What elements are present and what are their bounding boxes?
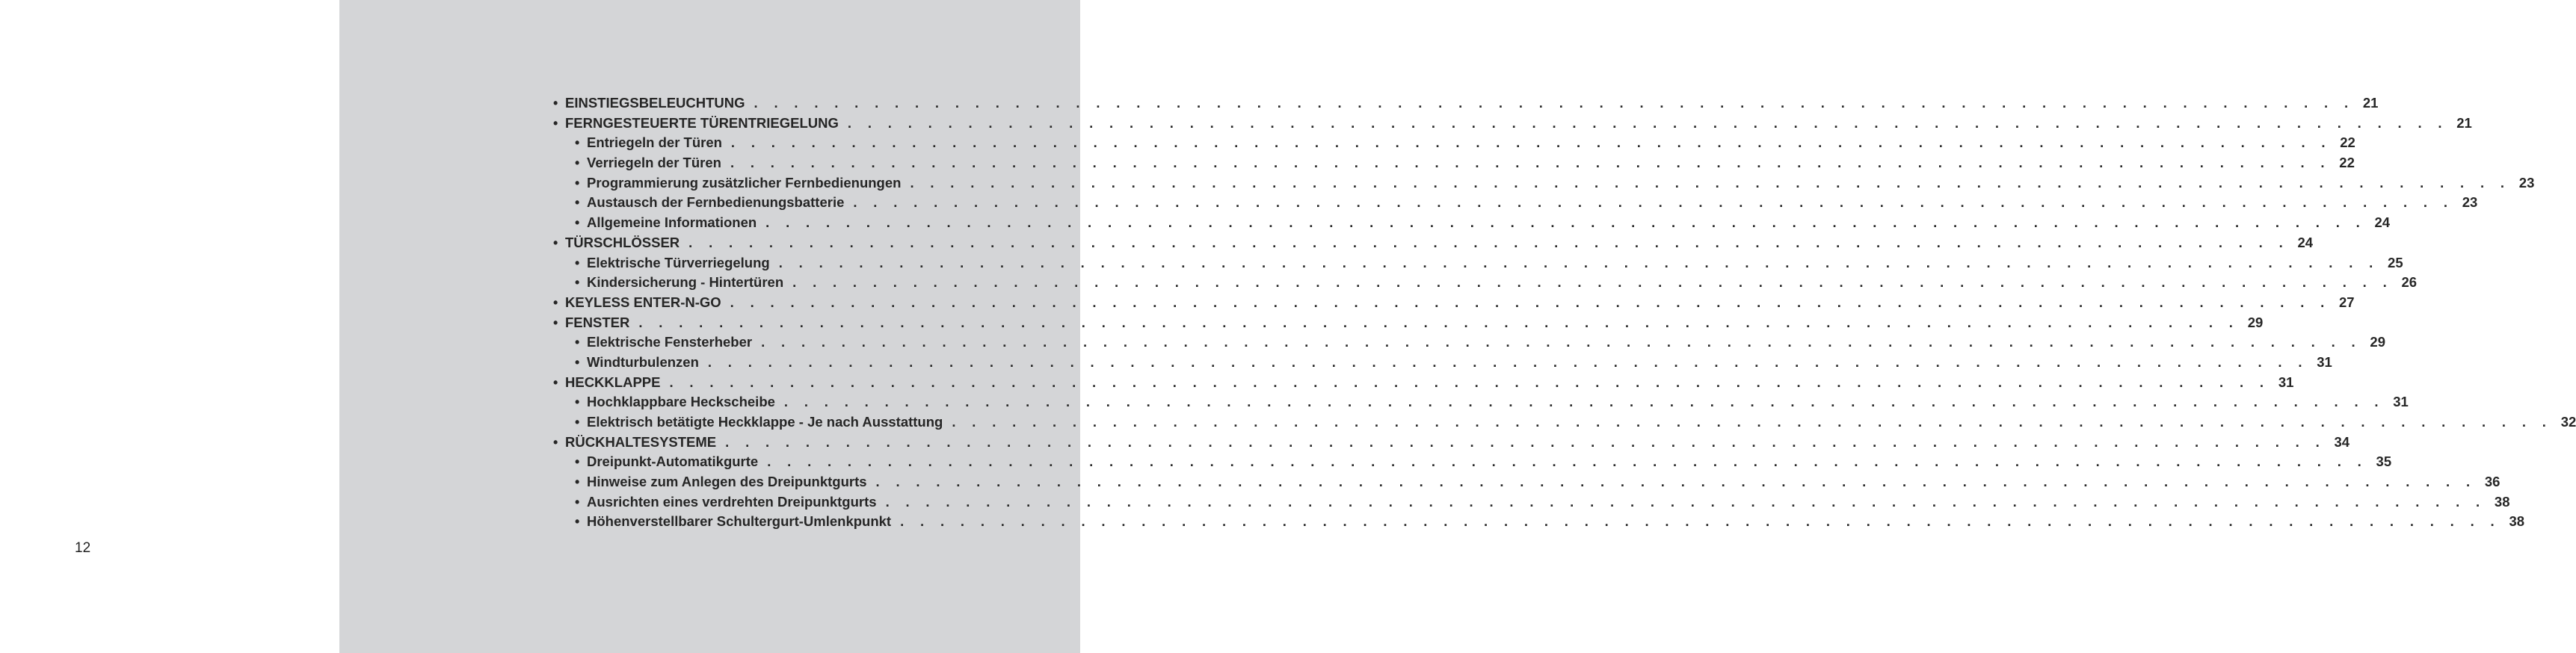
toc-entry-title: Entriegeln der Türen	[587, 134, 722, 151]
toc-entry-page: 34	[2334, 433, 2350, 450]
toc-entry-page: 24	[2374, 214, 2391, 231]
toc-entry[interactable]	[553, 233, 2314, 253]
toc-entry[interactable]	[553, 412, 2576, 433]
toc-entry[interactable]	[553, 353, 2332, 373]
dot-leader: . . . . . . . . . . . . . . . . . . . . . . . . . . . . . . . . . . . . . . . . . . . . . . . . . . . . . . . . . . . . . . . . . . . . . . . . . . . . . . . .	[847, 114, 2448, 131]
toc-entry[interactable]	[553, 512, 2525, 532]
dot-leader: . . . . . . . . . . . . . . . . . . . . . . . . . . . . . . . . . . . . . . . . . . . . . . . . . . . . . . . . . . . . . . . . . . . . . . . . . . . . . . . .	[730, 155, 2331, 171]
bullet-icon: •	[575, 494, 580, 510]
toc-entry-title: HECKKLAPPE	[565, 374, 661, 390]
bullet-icon: •	[553, 434, 558, 450]
dot-leader: . . . . . . . . . . . . . . . . . . . . . . . . . . . . . . . . . . . . . . . . . . . . . . . . . . . . . . . . . . . . . . . . . . . . . . . . . . . . . . . .	[765, 214, 2367, 231]
bullet-icon: •	[575, 215, 580, 231]
bullet-icon: •	[575, 255, 580, 270]
toc-entry-title: Hochklappbare Heckscheibe	[587, 394, 775, 410]
toc-entry-title: Allgemeine Informationen	[587, 214, 757, 231]
toc-entry-page: 25	[2388, 254, 2403, 270]
toc-entry[interactable]	[553, 433, 2350, 453]
left-page	[0, 0, 339, 653]
bullet-icon: •	[575, 335, 580, 350]
toc-entry-page: 32	[2560, 414, 2576, 430]
dot-leader: . . . . . . . . . . . . . . . . . . . . . . . . . . . . . . . . . . . . . . . . . . . . . . . . . . . . . . . . . . . . . . . . . . . . . . . . . . . . . . . .	[669, 374, 2270, 390]
bullet-icon: •	[575, 474, 580, 490]
toc-entry-page: 23	[2462, 194, 2478, 211]
toc-entry-page: 29	[2370, 334, 2385, 350]
toc-entry-title: Dreipunkt-Automatikgurte	[587, 454, 759, 470]
dot-leader: . . . . . . . . . . . . . . . . . . . . . . . . . . . . . . . . . . . . . . . . . . . . . . . . . . . . . . . . . . . . . . . . . . . . . . . . . . . . . . . .	[730, 134, 2332, 151]
dot-leader: . . . . . . . . . . . . . . . . . . . . . . . . . . . . . . . . . . . . . . . . . . . . . . . . . . . . . . . . . . . . . . . . . . . . . . . . . . . . . . . .	[761, 334, 2361, 350]
toc-entry-title: TÜRSCHLÖSSER	[565, 234, 680, 250]
dot-leader: . . . . . . . . . . . . . . . . . . . . . . . . . . . . . . . . . . . . . . . . . . . . . . . . . . . . . . . . . . . . . . . . . . . . . . . . . . . . . . . .	[754, 95, 2355, 111]
toc-entry-page: 23	[2518, 174, 2535, 191]
dot-leader: . . . . . . . . . . . . . . . . . . . . . . . . . . . . . . . . . . . . . . . . . . . . . . . . . . . . . . . . . . . . . . . . . . . . . . . . . . . . . . . .	[778, 254, 2379, 270]
dot-leader: . . . . . . . . . . . . . . . . . . . . . . . . . . . . . . . . . . . . . . . . . . . . . . . . . . . . . . . . . . . . . . . . . . . . . . . . . . . . . . . .	[707, 353, 2308, 370]
toc-entry[interactable]	[553, 114, 2472, 134]
toc-entry[interactable]	[553, 93, 2379, 114]
bullet-icon: •	[575, 135, 580, 151]
dot-leader: . . . . . . . . . . . . . . . . . . . . . . . . . . . . . . . . . . . . . . . . . . . . . . . . . . . . . . . . . . . . . . . . . . . . . . . . . . . . . . . .	[730, 294, 2331, 310]
bullet-icon: •	[553, 115, 558, 131]
toc-entry-title: Windturbulenzen	[587, 353, 699, 370]
dot-leader: . . . . . . . . . . . . . . . . . . . . . . . . . . . . . . . . . . . . . . . . . . . . . . . . . . . . . . . . . . . . . . . . . . . . . . . . . . . . . . . .	[783, 394, 2385, 410]
toc-entry-title: Elektrische Türverriegelung	[587, 254, 770, 270]
dot-leader: . . . . . . . . . . . . . . . . . . . . . . . . . . . . . . . . . . . . . . . . . . . . . . . . . . . . . . . . . . . . . . . . . . . . . . . . . . . . . . . .	[688, 234, 2290, 250]
toc-entry[interactable]	[553, 153, 2355, 173]
toc-entry-page: 22	[2340, 134, 2355, 151]
bullet-icon: •	[575, 275, 580, 291]
toc-entry-title: Ausrichten eines verdrehten Dreipunktgurts	[587, 493, 877, 510]
bullet-icon: •	[553, 96, 558, 111]
toc-entry-title: FENSTER	[565, 314, 630, 330]
dot-leader: . . . . . . . . . . . . . . . . . . . . . . . . . . . . . . . . . . . . . . . . . . . . . . . . . . . . . . . . . . . . . . . . . . . . . . . . . . . . . . . .	[885, 493, 2486, 510]
bullet-icon: •	[575, 175, 580, 191]
toc-entry[interactable]	[553, 313, 2264, 333]
toc-entry[interactable]	[553, 472, 2500, 492]
bullet-icon: •	[553, 315, 558, 330]
dot-leader: . . . . . . . . . . . . . . . . . . . . . . . . . . . . . . . . . . . . . . . . . . . . . . . . . . . . . . . . . . . . . . . . . . . . . . . . . . . . . . . .	[875, 474, 2477, 490]
toc-entry-page: 26	[2401, 274, 2418, 291]
bullet-icon: •	[575, 454, 580, 470]
toc-entry-title: EINSTIEGSBELEUCHTUNG	[565, 95, 745, 111]
toc-entry[interactable]	[553, 492, 2510, 513]
toc-entry-page: 29	[2247, 314, 2264, 330]
dot-leader: . . . . . . . . . . . . . . . . . . . . . . . . . . . . . . . . . . . . . . . . . . . . . . . . . . . . . . . . . . . . . . . . . . . . . . . . . . . . . . . .	[910, 174, 2511, 191]
toc-entry[interactable]	[553, 213, 2391, 233]
dot-leader: . . . . . . . . . . . . . . . . . . . . . . . . . . . . . . . . . . . . . . . . . . . . . . . . . . . . . . . . . . . . . . . . . . . . . . . . . . . . . . . .	[725, 433, 2326, 450]
toc-entry-page: 38	[2494, 493, 2510, 510]
toc-entry-title: Kindersicherung - Hintertüren	[587, 274, 784, 291]
toc-entry-page: 24	[2297, 234, 2314, 250]
toc-entry[interactable]	[553, 273, 2418, 293]
dot-leader: . . . . . . . . . . . . . . . . . . . . . . . . . . . . . . . . . . . . . . . . . . . . . . . . . . . . . . . . . . . . . . . . . . . . . . . . . . . . . . . .	[900, 513, 2501, 530]
toc-entry-title: KEYLESS ENTER-N-GO	[565, 294, 721, 310]
dot-leader: . . . . . . . . . . . . . . . . . . . . . . . . . . . . . . . . . . . . . . . . . . . . . . . . . . . . . . . . . . . . . . . . . . . . . . . . . . . . . . . .	[853, 194, 2454, 211]
bullet-icon: •	[575, 354, 580, 370]
toc-entry-title: Austausch der Fernbedienungsbatterie	[587, 194, 845, 211]
dot-leader: . . . . . . . . . . . . . . . . . . . . . . . . . . . . . . . . . . . . . . . . . . . . . . . . . . . . . . . . . . . . . . . . . . . . . . . . . . . . . . . .	[792, 274, 2394, 291]
toc-entry-page: 31	[2317, 353, 2332, 370]
bullet-icon: •	[575, 195, 580, 211]
toc-entry-title: Programmierung zusätzlicher Fernbedienungen	[587, 174, 902, 191]
toc-entry-title: Verriegeln der Türen	[587, 155, 721, 171]
bullet-icon: •	[575, 514, 580, 530]
toc-entry-title: Hinweise zum Anlegen des Dreipunktgurts	[587, 474, 867, 490]
toc-entry-page: 36	[2484, 474, 2500, 490]
toc-entry[interactable]	[553, 173, 2535, 194]
dot-leader: . . . . . . . . . . . . . . . . . . . . . . . . . . . . . . . . . . . . . . . . . . . . . . . . . . . . . . . . . . . . . . . . . . . . . . . . . . . . . . . .	[952, 414, 2553, 430]
toc-entry-page: 35	[2376, 454, 2392, 470]
bullet-icon: •	[575, 155, 580, 171]
toc-entry-page: 21	[2456, 114, 2472, 131]
toc-entry-page: 38	[2509, 513, 2525, 530]
bullet-icon: •	[553, 374, 558, 390]
toc-entry-title: Elektrisch betätigte Heckklappe - Je nach Ausstattung	[587, 414, 943, 430]
toc-entry[interactable]	[553, 373, 2294, 393]
bullet-icon: •	[575, 415, 580, 430]
dot-leader: . . . . . . . . . . . . . . . . . . . . . . . . . . . . . . . . . . . . . . . . . . . . . . . . . . . . . . . . . . . . . . . . . . . . . . . . . . . . . . . .	[638, 314, 2240, 330]
toc-entry-title: FERNGESTEUERTE TÜRENTRIEGELUNG	[565, 114, 839, 131]
bullet-icon: •	[575, 394, 580, 410]
toc-entry[interactable]	[553, 392, 2409, 412]
toc-entry-title: Höhenverstellbarer Schultergurt-Umlenkpunkt	[587, 513, 892, 530]
toc-entry-page: 27	[2339, 294, 2355, 310]
toc-entry[interactable]	[553, 193, 2478, 213]
toc-entry[interactable]	[553, 293, 2355, 313]
toc-entry[interactable]	[553, 253, 2403, 273]
toc-entry[interactable]	[553, 332, 2385, 353]
table-of-contents	[553, 93, 2576, 532]
toc-entry-page: 31	[2393, 394, 2409, 410]
bullet-icon: •	[553, 235, 558, 250]
toc-entry[interactable]	[553, 133, 2355, 153]
bullet-icon: •	[553, 294, 558, 310]
toc-entry[interactable]	[553, 452, 2392, 472]
toc-entry-page: 31	[2278, 374, 2294, 390]
dot-leader: . . . . . . . . . . . . . . . . . . . . . . . . . . . . . . . . . . . . . . . . . . . . . . . . . . . . . . . . . . . . . . . . . . . . . . . . . . . . . . . .	[767, 454, 2368, 470]
toc-entry-page: 22	[2339, 155, 2355, 171]
toc-entry-page: 21	[2362, 95, 2379, 111]
page-number: 12	[75, 540, 91, 556]
toc-entry-title: Elektrische Fensterheber	[587, 334, 753, 350]
toc-entry-title: RÜCKHALTESYSTEME	[565, 433, 717, 450]
